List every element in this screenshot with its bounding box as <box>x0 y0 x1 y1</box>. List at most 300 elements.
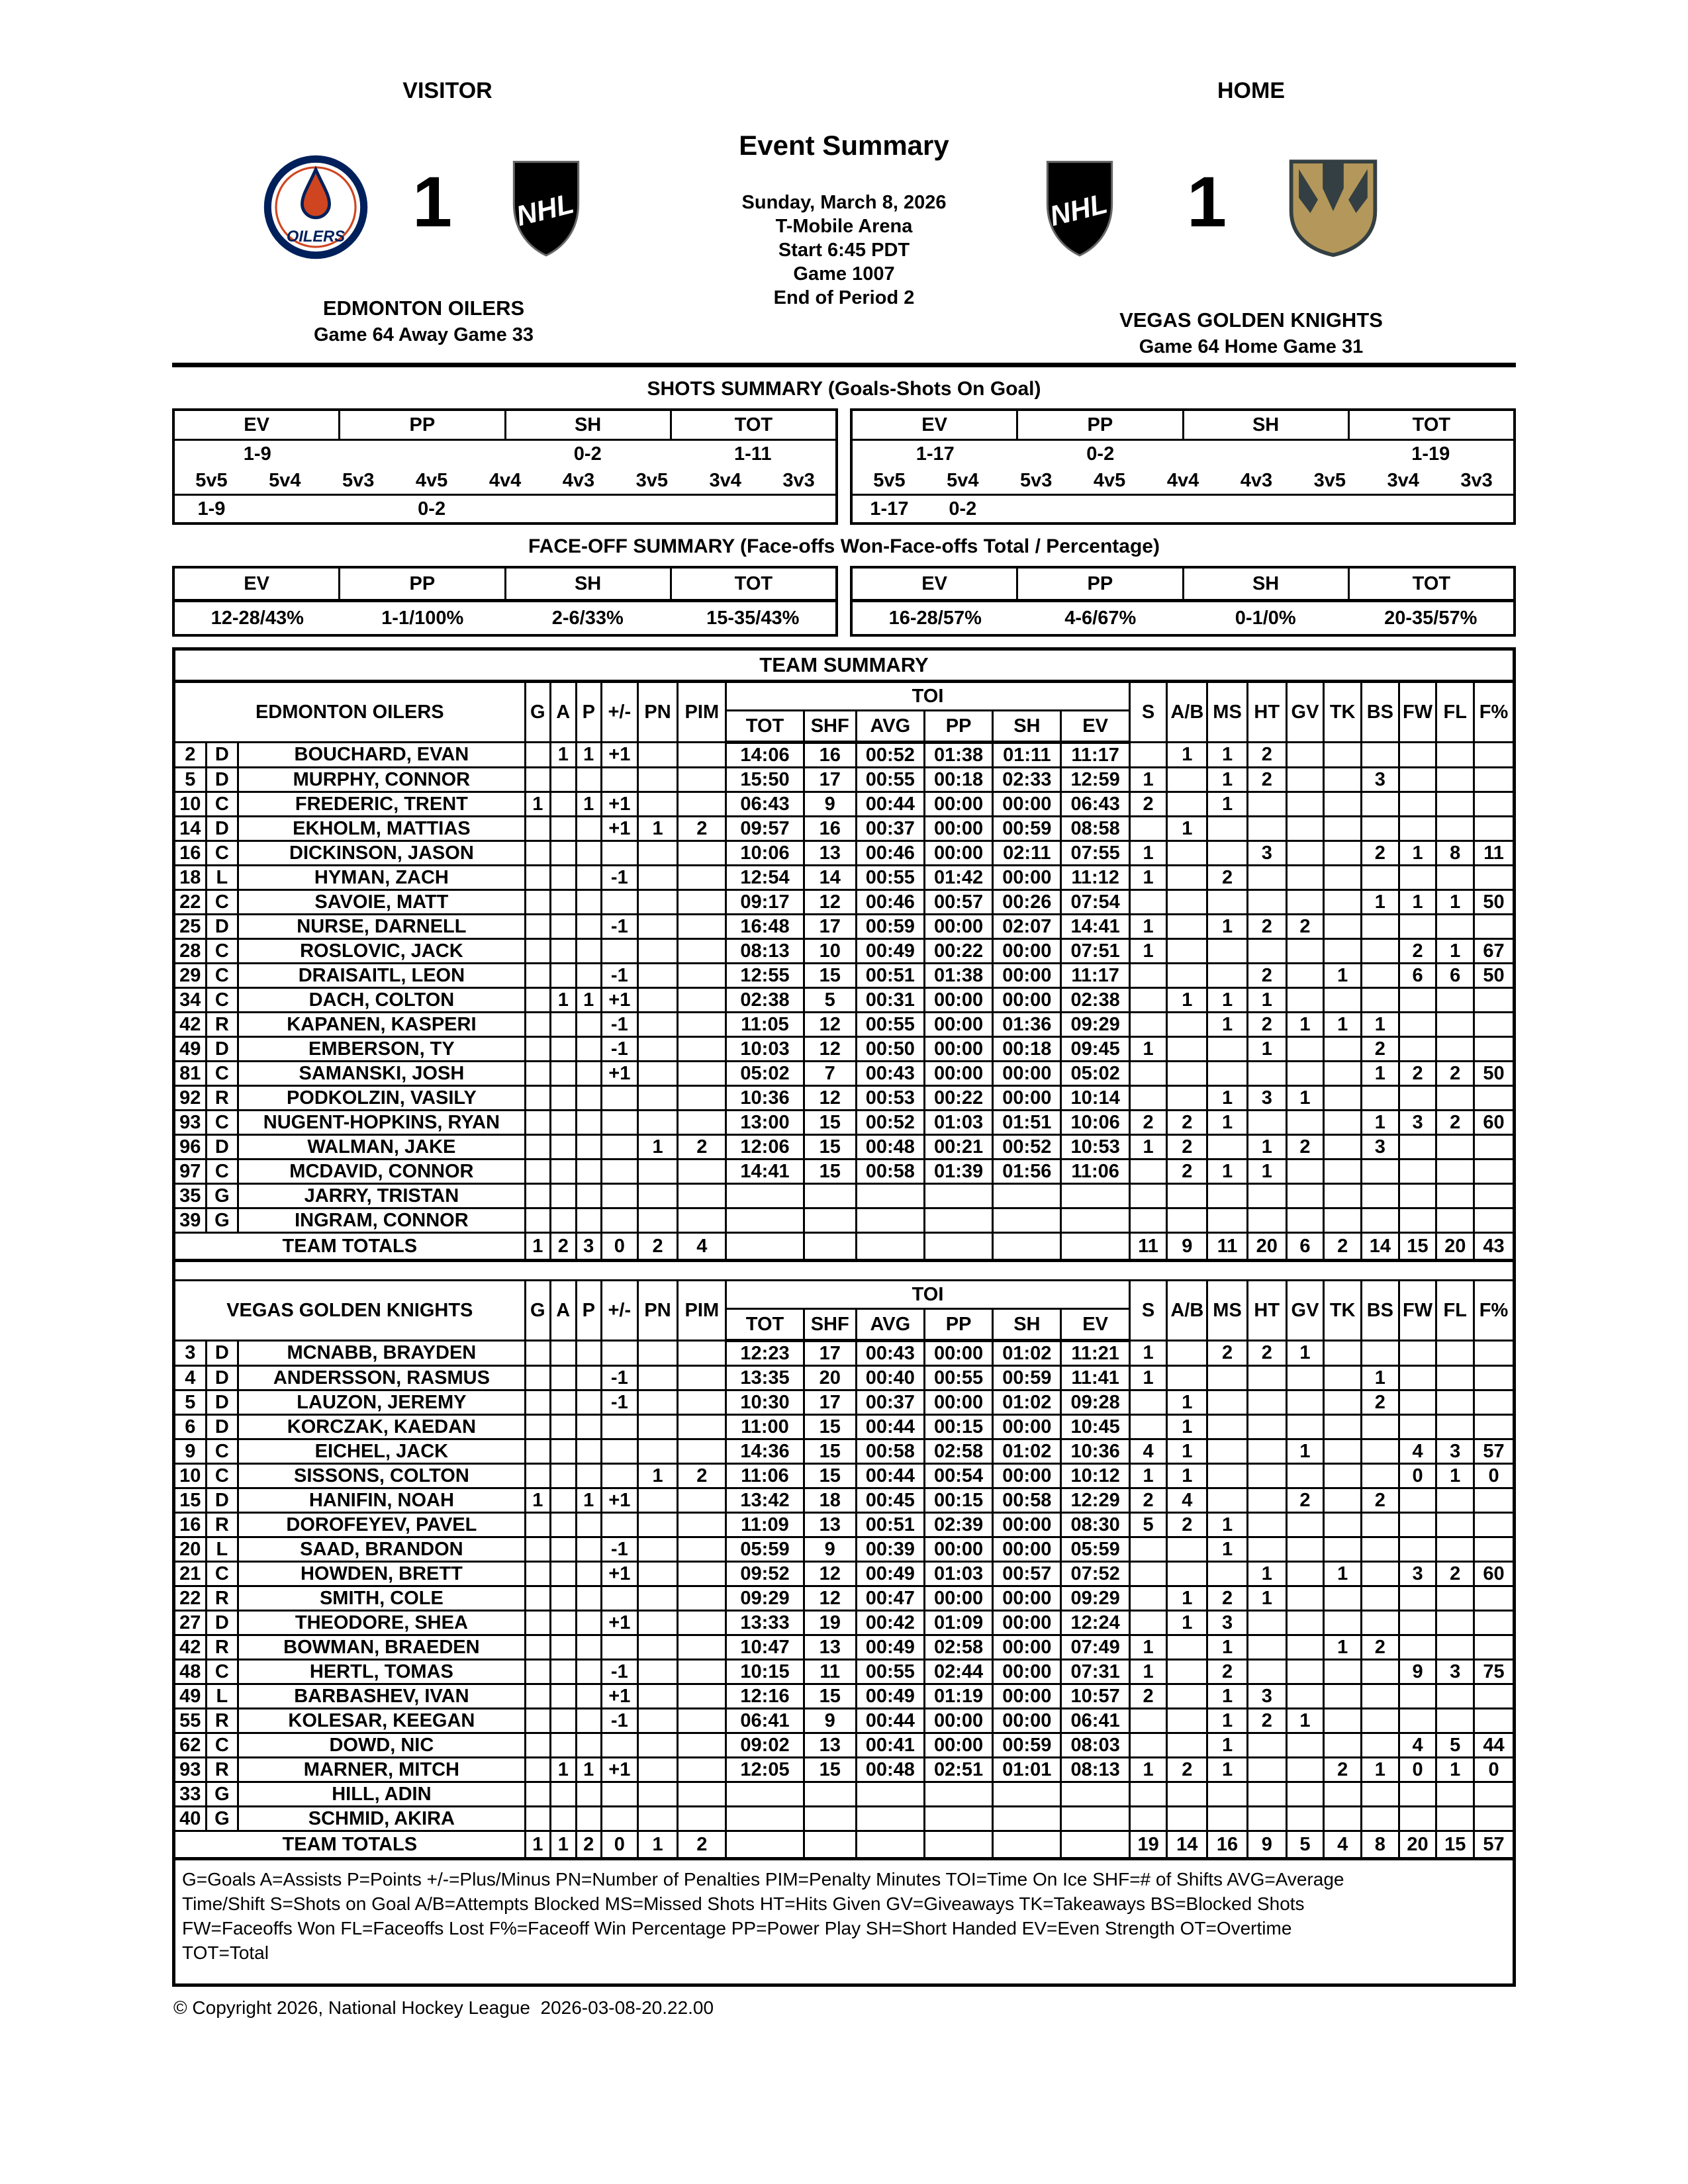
cell-position: D <box>206 743 238 768</box>
cell-toi-sh: 00:00 <box>993 939 1061 964</box>
cell-fpct <box>1474 1366 1515 1390</box>
cell-pn <box>637 1513 678 1537</box>
cell-toi-tot: 11:05 <box>726 1013 804 1037</box>
cell-plusminus: +1 <box>601 792 637 817</box>
cell-toi-ev: 11:06 <box>1061 1160 1129 1184</box>
cell-toi-tot: 09:02 <box>726 1733 804 1758</box>
cell-a <box>551 1488 576 1513</box>
cell-plusminus <box>601 1782 637 1807</box>
cell-p: 1 <box>576 1488 601 1513</box>
cell-avg: 00:44 <box>856 1415 924 1439</box>
cell-ht <box>1247 1366 1286 1390</box>
situation-value: 0-2 <box>418 498 446 520</box>
cell-position: L <box>206 1684 238 1709</box>
cell-gv <box>1286 1684 1324 1709</box>
cell-avg: 00:45 <box>856 1488 924 1513</box>
cell-number: 35 <box>174 1184 207 1208</box>
cell-pn <box>637 1111 678 1135</box>
cell-ms: 1 <box>1207 1733 1248 1758</box>
visitor-shots-table <box>172 408 838 525</box>
cell-g <box>525 1341 550 1366</box>
cell-plusminus: -1 <box>601 1366 637 1390</box>
cell-position: R <box>206 1709 238 1733</box>
cell-s <box>1129 1160 1167 1184</box>
legend-row <box>174 1859 1515 1985</box>
cell-toi-tot <box>726 1807 804 1831</box>
cell-pim <box>678 1366 726 1390</box>
player-row <box>174 792 1515 817</box>
cell-gv <box>1286 1415 1324 1439</box>
cell-number: 5 <box>174 1390 207 1415</box>
player-row <box>174 1086 1515 1111</box>
cell-position: R <box>206 1586 238 1611</box>
cell-tk <box>1324 1111 1362 1135</box>
player-row <box>174 1513 1515 1537</box>
cell-tk <box>1324 1537 1362 1562</box>
cell-plusminus <box>601 1341 637 1366</box>
visitor-player-rows <box>174 743 1515 1233</box>
cell-fpct <box>1474 866 1515 890</box>
cell-pn <box>637 1709 678 1733</box>
cell-fpct: 0 <box>1474 1758 1515 1782</box>
cell-gv <box>1286 964 1324 988</box>
cell-plusminus: -1 <box>601 1709 637 1733</box>
cell-a <box>551 841 576 866</box>
cell-toi-tot: 13:35 <box>726 1366 804 1390</box>
cell-g <box>525 1709 550 1733</box>
cell-g <box>525 915 550 939</box>
cell-ms: 1 <box>1207 768 1248 792</box>
col-header-fw: FW <box>1399 1281 1436 1341</box>
cell-toi-ev: 07:52 <box>1061 1562 1129 1586</box>
cell-fw <box>1399 817 1436 841</box>
cell-pim <box>678 1037 726 1062</box>
cell-toi-tot: 09:52 <box>726 1562 804 1586</box>
player-row <box>174 1184 1515 1208</box>
cell-fl <box>1436 866 1474 890</box>
cell-avg <box>856 1807 924 1831</box>
cell-shf: 17 <box>804 1390 856 1415</box>
cell-ab <box>1167 1013 1207 1037</box>
cell-p <box>576 1160 601 1184</box>
cell-number: 3 <box>174 1341 207 1366</box>
cell-bs <box>1362 743 1399 768</box>
cell-ms: 1 <box>1207 1013 1248 1037</box>
cell-toi-pp: 02:58 <box>924 1439 992 1464</box>
cell-ht: 3 <box>1247 1086 1286 1111</box>
cell-fw: 4 <box>1399 1439 1436 1464</box>
cell-shf <box>804 1807 856 1831</box>
cell-number: 18 <box>174 866 207 890</box>
cell-fl <box>1436 1611 1474 1635</box>
home-faceoff-values <box>853 602 1513 634</box>
cell-player-name: SAAD, BRANDON <box>238 1537 525 1562</box>
cell-g <box>525 1464 550 1488</box>
faceoff-summary-title: FACE-OFF SUMMARY (Face-offs Won-Face-offs Total / Percentage) <box>528 535 1160 557</box>
cell-ab <box>1167 1709 1207 1733</box>
cell-position: D <box>206 1415 238 1439</box>
cell-number: 97 <box>174 1160 207 1184</box>
cell-tk: 1 <box>1324 1635 1362 1660</box>
cell-toi-sh: 00:59 <box>993 1733 1061 1758</box>
totals-bs: 14 <box>1362 1233 1399 1261</box>
col-header-tk: TK <box>1324 682 1362 743</box>
cell-toi-tot: 10:03 <box>726 1037 804 1062</box>
visitor-team-block <box>212 296 635 346</box>
cell-tk <box>1324 1184 1362 1208</box>
oilers-logo-icon <box>263 155 368 259</box>
cell-pn <box>637 1037 678 1062</box>
cell-shf <box>804 1184 856 1208</box>
cell-a <box>551 890 576 915</box>
player-row <box>174 1758 1515 1782</box>
cell-pn <box>637 1660 678 1684</box>
situation-header: 5v3 <box>342 470 375 491</box>
cell-ab <box>1167 1807 1207 1831</box>
cell-toi-ev: 09:28 <box>1061 1390 1129 1415</box>
cell-shf: 12 <box>804 1562 856 1586</box>
cell-ht <box>1247 1208 1286 1233</box>
page-title: Event Summary <box>739 130 949 161</box>
player-row <box>174 988 1515 1013</box>
cell-pn <box>637 1611 678 1635</box>
cell-gv <box>1286 792 1324 817</box>
totals-plusminus: 0 <box>601 1831 637 1859</box>
totals-g: 1 <box>525 1233 550 1261</box>
col-header-tot: TOT <box>670 411 835 439</box>
cell-ht <box>1247 1415 1286 1439</box>
cell-position: D <box>206 1037 238 1062</box>
cell-ms: 1 <box>1207 1709 1248 1733</box>
cell-s: 1 <box>1129 1341 1167 1366</box>
cell-toi-sh: 00:58 <box>993 1488 1061 1513</box>
cell-fw <box>1399 1513 1436 1537</box>
visitor-shots-header-row <box>175 411 835 441</box>
cell-pn <box>637 1537 678 1562</box>
cell-plusminus <box>601 1415 637 1439</box>
col-header-fpct: F% <box>1474 682 1515 743</box>
cell-gv: 1 <box>1286 1086 1324 1111</box>
cell-toi-tot: 14:41 <box>726 1160 804 1184</box>
cell-player-name: DRAISAITL, LEON <box>238 964 525 988</box>
cell-tk <box>1324 1611 1362 1635</box>
cell-gv <box>1286 1111 1324 1135</box>
cell-plusminus <box>601 1586 637 1611</box>
cell-player-name: SAMANSKI, JOSH <box>238 1062 525 1086</box>
situation-header: 5v5 <box>873 470 906 491</box>
cell-toi-pp: 00:00 <box>924 841 992 866</box>
cell-toi-ev: 10:45 <box>1061 1415 1129 1439</box>
col-header-pp: PP <box>1016 569 1182 599</box>
cell-ht: 1 <box>1247 1562 1286 1586</box>
cell-player-name: NUGENT-HOPKINS, RYAN <box>238 1111 525 1135</box>
cell-pim <box>678 1562 726 1586</box>
col-header-fl: FL <box>1436 1281 1474 1341</box>
cell-toi-pp: 02:44 <box>924 1660 992 1684</box>
cell-g <box>525 964 550 988</box>
cell-toi-ev: 09:29 <box>1061 1586 1129 1611</box>
cell-avg: 00:46 <box>856 841 924 866</box>
cell-shf: 9 <box>804 1537 856 1562</box>
cell-pim <box>678 939 726 964</box>
cell-toi-ev: 10:36 <box>1061 1439 1129 1464</box>
cell-pn <box>637 1684 678 1709</box>
cell-toi-ev: 08:58 <box>1061 817 1129 841</box>
cell-toi-pp: 00:00 <box>924 792 992 817</box>
home-game-info: Game 64 Home Game 31 <box>1139 336 1364 357</box>
situation-header: 5v3 <box>1020 470 1053 491</box>
cell-tk <box>1324 1586 1362 1611</box>
cell-number: 42 <box>174 1013 207 1037</box>
cell-avg: 00:44 <box>856 792 924 817</box>
cell-ab <box>1167 1562 1207 1586</box>
cell-fl: 1 <box>1436 890 1474 915</box>
cell-pn <box>637 1782 678 1807</box>
cell-gv <box>1286 1562 1324 1586</box>
cell-number: 2 <box>174 743 207 768</box>
cell-toi-tot: 14:36 <box>726 1439 804 1464</box>
cell-gv <box>1286 1366 1324 1390</box>
cell-position: C <box>206 1111 238 1135</box>
cell-fpct: 67 <box>1474 939 1515 964</box>
visitor-team-name: EDMONTON OILERS <box>322 296 525 320</box>
cell-fw <box>1399 792 1436 817</box>
player-row <box>174 743 1515 768</box>
cell-number: 81 <box>174 1062 207 1086</box>
cell-s: 2 <box>1129 1488 1167 1513</box>
cell-ms: 1 <box>1207 988 1248 1013</box>
cell-avg: 00:44 <box>856 1464 924 1488</box>
situation-header: 5v5 <box>195 470 228 491</box>
cell-fl <box>1436 1184 1474 1208</box>
cell-ab: 4 <box>1167 1488 1207 1513</box>
cell-position: R <box>206 1013 238 1037</box>
cell-ht: 2 <box>1247 964 1286 988</box>
col-header-plusminus: +/- <box>601 682 637 743</box>
cell-player-name: SMITH, COLE <box>238 1586 525 1611</box>
cell-bs <box>1362 866 1399 890</box>
team-totals-label: TEAM TOTALS <box>174 1831 526 1859</box>
cell-ht: 1 <box>1247 1160 1286 1184</box>
situation-header: 3v4 <box>1387 470 1419 491</box>
cell-avg: 00:48 <box>856 1758 924 1782</box>
cell-ms <box>1207 890 1248 915</box>
cell-toi-pp: 00:00 <box>924 1709 992 1733</box>
cell-fpct <box>1474 1807 1515 1831</box>
player-row <box>174 1684 1515 1709</box>
cell-avg: 00:39 <box>856 1537 924 1562</box>
cell-a <box>551 1415 576 1439</box>
cell-player-name: KORCZAK, KAEDAN <box>238 1415 525 1439</box>
cell-a <box>551 1037 576 1062</box>
cell-shf: 17 <box>804 1341 856 1366</box>
player-row <box>174 1464 1515 1488</box>
cell-toi-pp: 00:15 <box>924 1488 992 1513</box>
cell-avg: 00:40 <box>856 1366 924 1390</box>
cell-shf: 15 <box>804 1684 856 1709</box>
col-header-sh: SH <box>1182 411 1348 439</box>
cell-toi-pp: 00:00 <box>924 988 992 1013</box>
cell-s: 2 <box>1129 792 1167 817</box>
cell-p <box>576 1586 601 1611</box>
situation-header-row <box>853 467 1513 494</box>
cell-bs <box>1362 1709 1399 1733</box>
cell-bs <box>1362 1562 1399 1586</box>
cell-pn <box>637 1488 678 1513</box>
cell-plusminus: -1 <box>601 915 637 939</box>
cell-fpct <box>1474 1390 1515 1415</box>
cell-shf: 17 <box>804 915 856 939</box>
cell-fpct <box>1474 1341 1515 1366</box>
cell-ab <box>1167 768 1207 792</box>
cell-p <box>576 1635 601 1660</box>
cell-toi-ev: 11:17 <box>1061 743 1129 768</box>
player-row <box>174 1611 1515 1635</box>
svg-text:NHL: NHL <box>513 187 577 233</box>
cell-position: C <box>206 1733 238 1758</box>
visitor-faceoff-values <box>175 602 835 634</box>
cell-a <box>551 915 576 939</box>
cell-toi-sh: 02:11 <box>993 841 1061 866</box>
cell-player-name: MURPHY, CONNOR <box>238 768 525 792</box>
cell-a <box>551 1160 576 1184</box>
cell-toi-sh: 01:36 <box>993 1013 1061 1037</box>
col-header-pp: PP <box>338 411 504 439</box>
cell-ms: 1 <box>1207 1111 1248 1135</box>
totals-fw: 15 <box>1399 1233 1436 1261</box>
cell-s <box>1129 1562 1167 1586</box>
cell-pn <box>637 915 678 939</box>
cell-fpct <box>1474 1611 1515 1635</box>
visitor-shots-ev: 1-9 <box>243 443 271 465</box>
cell-a <box>551 964 576 988</box>
cell-gv: 1 <box>1286 1439 1324 1464</box>
player-row <box>174 1439 1515 1464</box>
cell-tk <box>1324 939 1362 964</box>
cell-ms: 1 <box>1207 1513 1248 1537</box>
cell-shf: 16 <box>804 817 856 841</box>
cell-ab <box>1167 964 1207 988</box>
cell-plusminus: +1 <box>601 988 637 1013</box>
player-row <box>174 1537 1515 1562</box>
cell-toi-sh: 00:00 <box>993 1062 1061 1086</box>
cell-fl <box>1436 1013 1474 1037</box>
legend-line-1: G=Goals A=Assists P=Points +/-=Plus/Minus PN=Number of Penalties PIM=Penalty Minutes TOI=Time On Ice SHF=# of Shifts AVG=Average <box>182 1869 1344 1889</box>
cell-tk <box>1324 1439 1362 1464</box>
player-row <box>174 1366 1515 1390</box>
col-header-g: G <box>525 1281 550 1341</box>
cell-fw <box>1399 768 1436 792</box>
cell-position: C <box>206 1160 238 1184</box>
cell-bs <box>1362 792 1399 817</box>
cell-toi-pp: 01:09 <box>924 1611 992 1635</box>
col-header-ht: HT <box>1247 1281 1286 1341</box>
cell-s: 5 <box>1129 1513 1167 1537</box>
cell-number: 21 <box>174 1562 207 1586</box>
cell-s: 1 <box>1129 939 1167 964</box>
cell-p <box>576 964 601 988</box>
cell-toi-ev: 02:38 <box>1061 988 1129 1013</box>
cell-g <box>525 1782 550 1807</box>
cell-pim <box>678 1341 726 1366</box>
cell-fw <box>1399 1341 1436 1366</box>
cell-pim <box>678 1709 726 1733</box>
cell-toi-pp: 01:38 <box>924 743 992 768</box>
cell-toi-sh: 00:00 <box>993 1464 1061 1488</box>
cell-gv <box>1286 1513 1324 1537</box>
cell-toi-pp: 00:22 <box>924 1086 992 1111</box>
cell-bs <box>1362 1513 1399 1537</box>
cell-player-name: JARRY, TRISTAN <box>238 1184 525 1208</box>
cell-pim <box>678 1782 726 1807</box>
cell-player-name: LAUZON, JEREMY <box>238 1390 525 1415</box>
cell-player-name: DOWD, NIC <box>238 1733 525 1758</box>
cell-toi-pp: 00:55 <box>924 1366 992 1390</box>
toi-subheader-sh: SH <box>993 711 1061 743</box>
col-header-a: A <box>551 1281 576 1341</box>
cell-pim <box>678 1415 726 1439</box>
totals-ab: 14 <box>1167 1831 1207 1859</box>
cell-bs <box>1362 915 1399 939</box>
cell-pn <box>637 1013 678 1037</box>
cell-s <box>1129 988 1167 1013</box>
cell-number: 10 <box>174 792 207 817</box>
cell-ab <box>1167 1086 1207 1111</box>
cell-player-name: EICHEL, JACK <box>238 1439 525 1464</box>
cell-bs: 3 <box>1362 768 1399 792</box>
cell-shf: 11 <box>804 1660 856 1684</box>
cell-number: 15 <box>174 1488 207 1513</box>
cell-a <box>551 1513 576 1537</box>
home-faceoff-tot: 20-35/57% <box>1384 608 1477 629</box>
cell-toi-ev: 08:30 <box>1061 1513 1129 1537</box>
col-header-ab: A/B <box>1167 1281 1207 1341</box>
cell-s: 1 <box>1129 915 1167 939</box>
cell-tk: 1 <box>1324 1562 1362 1586</box>
cell-plusminus <box>601 1733 637 1758</box>
cell-toi-ev: 10:06 <box>1061 1111 1129 1135</box>
cell-g <box>525 768 550 792</box>
cell-shf: 15 <box>804 964 856 988</box>
cell-ht: 2 <box>1247 915 1286 939</box>
col-header-fl: FL <box>1436 682 1474 743</box>
cell-pim <box>678 964 726 988</box>
cell-shf: 13 <box>804 1733 856 1758</box>
cell-toi-tot: 08:13 <box>726 939 804 964</box>
game-arena: T-Mobile Arena <box>775 216 913 237</box>
visitor-shots-sh: 0-2 <box>573 443 602 465</box>
cell-toi-pp <box>924 1782 992 1807</box>
cell-fl <box>1436 792 1474 817</box>
cell-fl <box>1436 1782 1474 1807</box>
cell-gv: 2 <box>1286 1488 1324 1513</box>
cell-pim <box>678 1013 726 1037</box>
cell-toi-pp: 02:58 <box>924 1635 992 1660</box>
cell-ht: 1 <box>1247 1037 1286 1062</box>
cell-s <box>1129 1586 1167 1611</box>
legend-line-4: TOT=Total <box>182 1942 269 1963</box>
totals-s: 19 <box>1129 1831 1167 1859</box>
cell-ab <box>1167 1366 1207 1390</box>
report-header <box>0 0 1688 363</box>
cell-ht <box>1247 1062 1286 1086</box>
cell-player-name: BOUCHARD, EVAN <box>238 743 525 768</box>
cell-a <box>551 1135 576 1160</box>
cell-gv <box>1286 1733 1324 1758</box>
cell-shf: 13 <box>804 1513 856 1537</box>
cell-gv <box>1286 1062 1324 1086</box>
cell-player-name: DICKINSON, JASON <box>238 841 525 866</box>
